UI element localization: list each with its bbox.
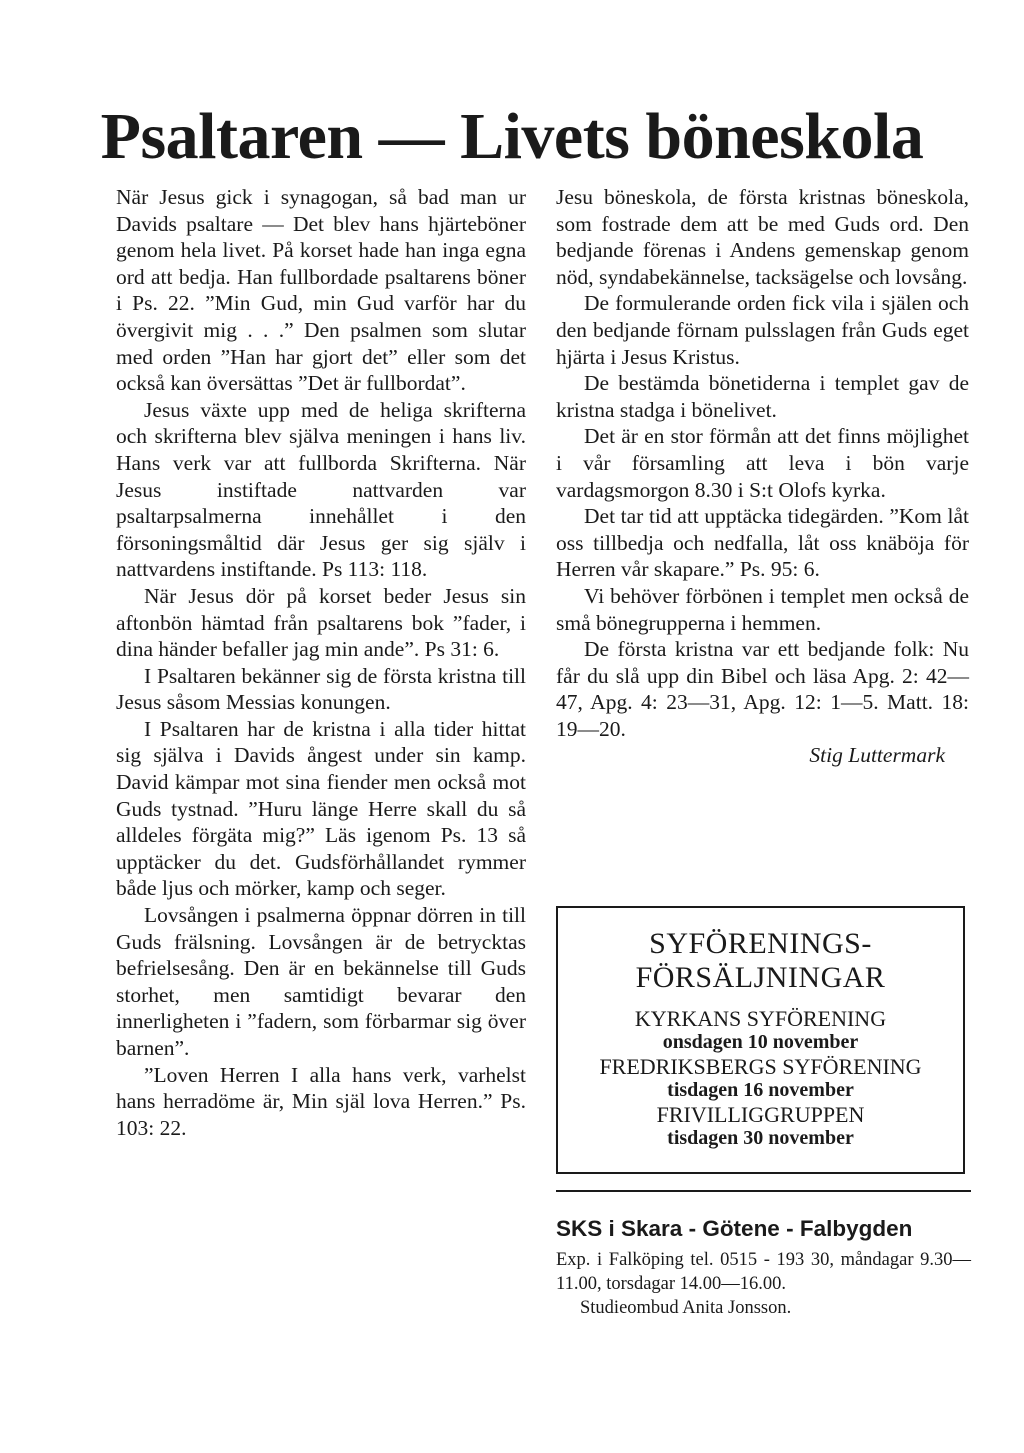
page-title: Psaltaren — Livets böneskola [100, 100, 924, 173]
article-paragraph: De formulerande orden fick vila i själen och den bedjande förnam pulsslagen från Guds eget hjärta i Jesus Kristus. [556, 291, 969, 369]
article-paragraph: De bestämda bönetiderna i templet gav de kristna stadga i bönelivet. [556, 371, 969, 422]
article-paragraph: Jesus växte upp med de heliga skrifterna och skrifterna blev själva meningen i hans liv. Hans verk var att fullborda Skrifterna. När Jesus instiftade nattvarden var psaltarpsalmerna innehållet i den försoningsmåltid där Jesus ger sig själv i nattvardens instiftande. Ps 113: 118. [116, 397, 526, 582]
article-paragraph: I Psaltaren har de kristna i alla tider hittat sig själva i Davids ångest under sin kamp. David kämpar mot sina fiender men också mot Guds tystnad. ”Huru länge Herre skall du så alldeles förgäta mig?” Läs igenom Ps. 13 så upptäcker du det. Gudsförhållandet rymmer både ljus och mörker, kamp och seger. [116, 716, 526, 901]
article-paragraph: ”Loven Herren I alla hans verk, varhelst hans herradöme är, Min själ lova Herren.” Ps. 103: 22. [116, 1062, 526, 1140]
article-paragraph: I Psaltaren bekänner sig de första kristna till Jesus såsom Messias konungen. [116, 663, 526, 715]
event-date: tisdagen 30 november [667, 1127, 854, 1149]
article-paragraph: Jesu böneskola, de första kristnas böneskola, som fostrade dem att be med Guds ord. Den bedjande förenas i Andens gemenskap genom nöd, syndabekännelse, tacksägelse och lovsång. [556, 185, 969, 289]
article-left-column [116, 184, 526, 1141]
article-paragraph: De första kristna var ett bedjande folk: Nu får du slå upp din Bibel och läsa Apg. 2: 42—47, Apg. 4: 23—31, Apg. 12: 1—5. Matt. 18: 19—20. [556, 637, 969, 741]
announcement-title-line: FÖRSÄLJNINGAR [635, 961, 886, 994]
event-date: tisdagen 16 november [667, 1079, 854, 1101]
article-paragraph: Det tar tid att upptäcka tidegärden. ”Kom låt oss tillbedja och nedfalla, låt oss knäböja för Herren vår skapare.” Ps. 95: 6. [556, 504, 969, 582]
article-paragraph: Lovsången i psalmerna öppnar dörren in till Guds frälsning. Lovsången är de betrycktas befrielsesång. Den är en bekännelse till Guds storhet, men samtidigt bevarar den innerligheten i ”fadern, som förbarmar sig över barnen”. [116, 903, 526, 1060]
article-paragraph: När Jesus gick i synagogan, så bad man ur Davids psaltare — Det blev hans hjärteböner genom hela livet. På korset hade han inga egna ord att bedja. Han fullbordade psaltarens böner i Ps. 22. ”Min Gud, min Gud varför har du övergivit mig . . .” Den psalmen som slutar med orden ”Han har gjort det” eller som det också kan översättas ”Det är fullbordat”. [116, 185, 526, 396]
footer-study-contact: Studieombud Anita Jonsson. [580, 1298, 792, 1318]
sale-announcement-box [556, 906, 965, 1174]
author-signature: Stig Luttermark [809, 743, 945, 768]
event-name: KYRKANS SYFÖRENING [634, 1006, 887, 1031]
article-paragraph: När Jesus dör på korset beder Jesus sin aftonbön hämtad från psaltarens bok ”fader, i dina händer befaller jag min ande”. Ps 31: 6. [116, 583, 526, 662]
article-paragraph: Det är en stor förmån att det finns möjlighet i vår församling att leva i bön varje vardagsmorgon 8.30 i S:t Olofs kyrka. [556, 424, 969, 502]
event-name: FREDRIKSBERGS SYFÖRENING [599, 1054, 922, 1079]
divider-line [556, 1190, 971, 1192]
event-date: onsdagen 10 november [662, 1031, 859, 1053]
article-right-column [556, 184, 969, 769]
announcement-title [558, 927, 963, 995]
footer-contact-text: Exp. i Falköping tel. 0515 - 193 30, måndagar 9.30—11.00, torsdagar 14.00—16.00. [556, 1250, 971, 1294]
announcement-title-line: SYFÖRENINGS- [649, 927, 872, 960]
footer-heading: SKS i Skara - Götene - Falbygden [556, 1216, 913, 1241]
event-name: FRIVILLIGGRUPPEN [656, 1102, 865, 1127]
article-paragraph: Vi behöver förbönen i templet men också de små bönegrupperna i hemmen. [556, 583, 969, 635]
event-list [558, 1006, 963, 1150]
footer-contact [556, 1214, 971, 1320]
